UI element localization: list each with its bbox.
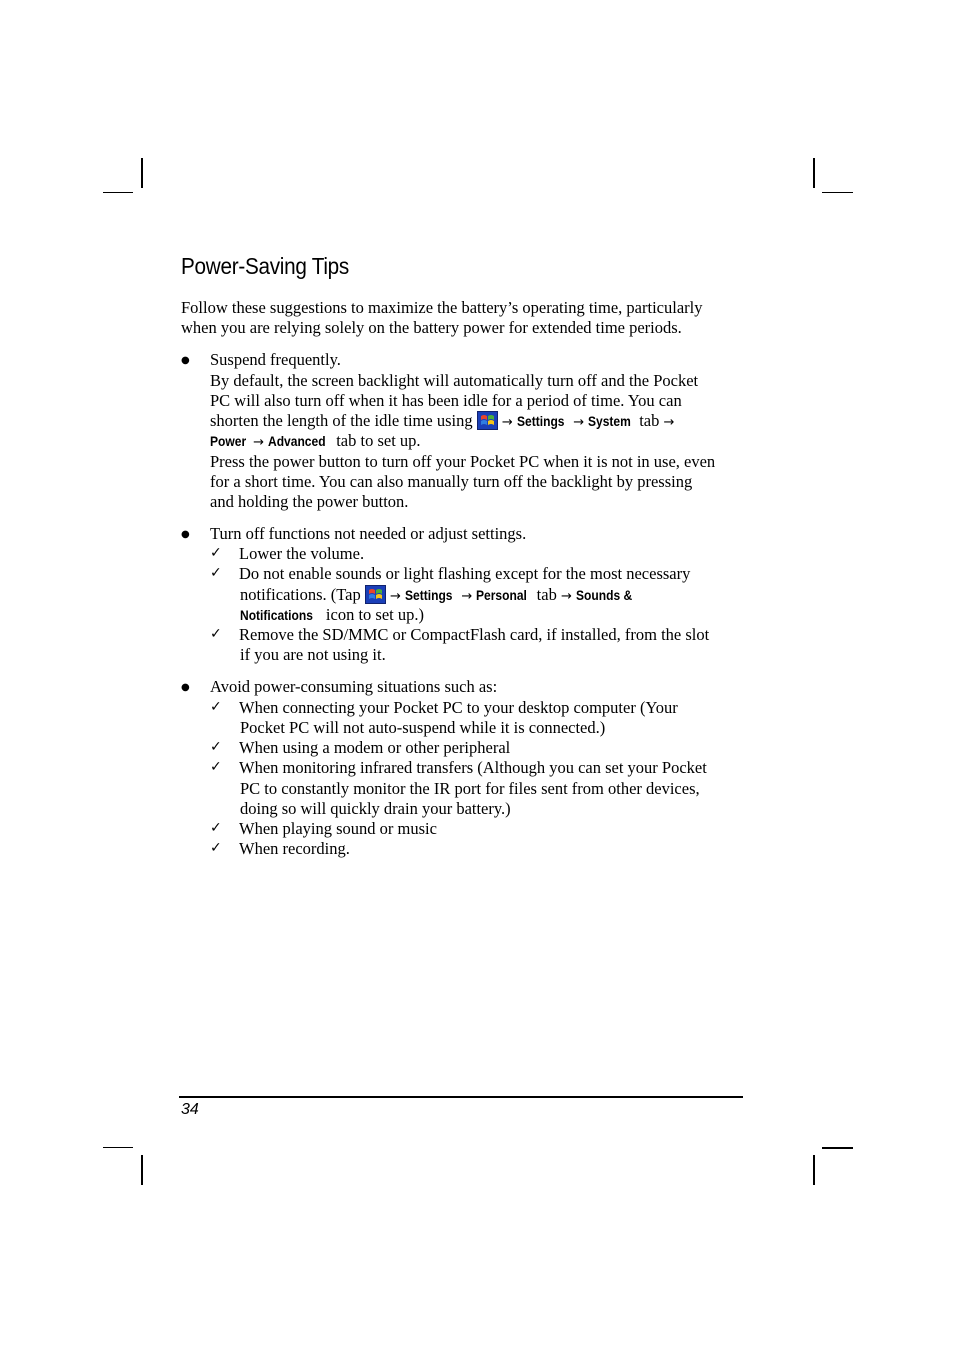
checkmark-icon: ✓	[210, 545, 222, 561]
arrow-icon: →	[573, 415, 585, 430]
menu-keyword: Power	[210, 433, 247, 449]
check-item-line	[240, 605, 424, 625]
checkmark-icon: ✓	[210, 739, 222, 755]
menu-keyword: Sounds &	[576, 587, 633, 603]
check-item: Remove the SD/MMC or CompactFlash card, if installed, from the slot	[239, 625, 710, 644]
windows-start-icon	[477, 411, 498, 430]
crop-mark	[813, 1155, 815, 1185]
menu-keyword: Settings	[516, 413, 565, 429]
crop-mark	[103, 192, 133, 193]
check-item: Do not enable sounds or light flashing except for the most necessary	[239, 564, 691, 583]
body-text: notifications. (Tap	[240, 585, 361, 604]
checkmark-icon: ✓	[210, 699, 222, 715]
check-item-line: Pocket PC will not auto-suspend while it is connected.)	[240, 718, 606, 737]
bullet-icon: ●	[181, 355, 190, 366]
arrow-icon: →	[461, 589, 473, 604]
check-item: When using a modem or other peripheral	[239, 738, 511, 757]
crop-mark	[141, 158, 143, 188]
arrow-icon: →	[501, 415, 513, 430]
intro-line: when you are relying solely on the battery power for extended time periods.	[181, 318, 682, 337]
checkmark-icon: ✓	[210, 626, 222, 642]
check-item: Lower the volume.	[239, 544, 365, 563]
check-item-line: PC to constantly monitor the IR port for files sent from other devices,	[240, 779, 700, 798]
check-item: When recording.	[239, 839, 350, 858]
crop-mark	[813, 158, 815, 188]
bullet-icon: ●	[181, 529, 190, 540]
body-line: and holding the power button.	[210, 492, 409, 511]
checkmark-icon: ✓	[210, 820, 222, 836]
checkmark-icon: ✓	[210, 565, 222, 581]
checkmark-icon: ✓	[210, 840, 222, 856]
bullet-heading: Avoid power-consuming situations such as:	[210, 677, 498, 696]
menu-keyword: Notifications	[240, 607, 313, 623]
check-item: When monitoring infrared transfers (Although you can set your Pocket	[239, 758, 707, 777]
footer-divider	[179, 1096, 743, 1098]
body-line: PC will also turn off when it has been idle for a period of time. You can	[210, 391, 682, 410]
crop-mark	[141, 1155, 143, 1185]
body-text: tab	[536, 585, 557, 604]
arrow-icon: →	[253, 435, 265, 450]
crop-mark	[822, 192, 853, 193]
page-number: 34	[181, 1101, 199, 1118]
body-line	[210, 411, 674, 433]
bullet-heading: Suspend frequently.	[210, 350, 341, 369]
menu-keyword: System	[588, 413, 632, 429]
menu-keyword: Personal	[476, 587, 528, 603]
arrow-icon: →	[663, 415, 675, 430]
crop-mark	[822, 1147, 853, 1149]
menu-keyword: Advanced	[268, 433, 326, 449]
check-item: When playing sound or music	[239, 819, 437, 838]
check-item-line	[240, 585, 638, 607]
body-text: tab to set up.	[336, 431, 421, 450]
bullet-heading: Turn off functions not needed or adjust settings.	[210, 524, 527, 543]
crop-mark	[103, 1147, 133, 1148]
check-item: When connecting your Pocket PC to your desktop computer (Your	[239, 698, 678, 717]
arrow-icon: →	[560, 589, 572, 604]
body-line: for a short time. You can also manually turn off the backlight by pressing	[210, 472, 693, 491]
body-line: Press the power button to turn off your Pocket PC when it is not in use, even	[210, 452, 716, 471]
menu-keyword: Settings	[405, 587, 453, 603]
check-item-line: doing so will quickly drain your battery.)	[240, 799, 511, 818]
arrow-icon: →	[389, 589, 401, 604]
body-line: By default, the screen backlight will automatically turn off and the Pocket	[210, 371, 699, 390]
body-text: shorten the length of the idle time using	[210, 411, 473, 430]
check-item-line: if you are not using it.	[240, 645, 386, 664]
windows-start-icon	[365, 585, 386, 604]
body-text: tab	[639, 411, 660, 430]
intro-line: Follow these suggestions to maximize the battery’s operating time, particularly	[181, 298, 703, 317]
page-title: Power-Saving Tips	[181, 253, 349, 279]
bullet-icon: ●	[181, 682, 190, 693]
body-line	[210, 431, 421, 453]
body-text: icon to set up.)	[325, 605, 424, 624]
checkmark-icon: ✓	[210, 759, 222, 775]
